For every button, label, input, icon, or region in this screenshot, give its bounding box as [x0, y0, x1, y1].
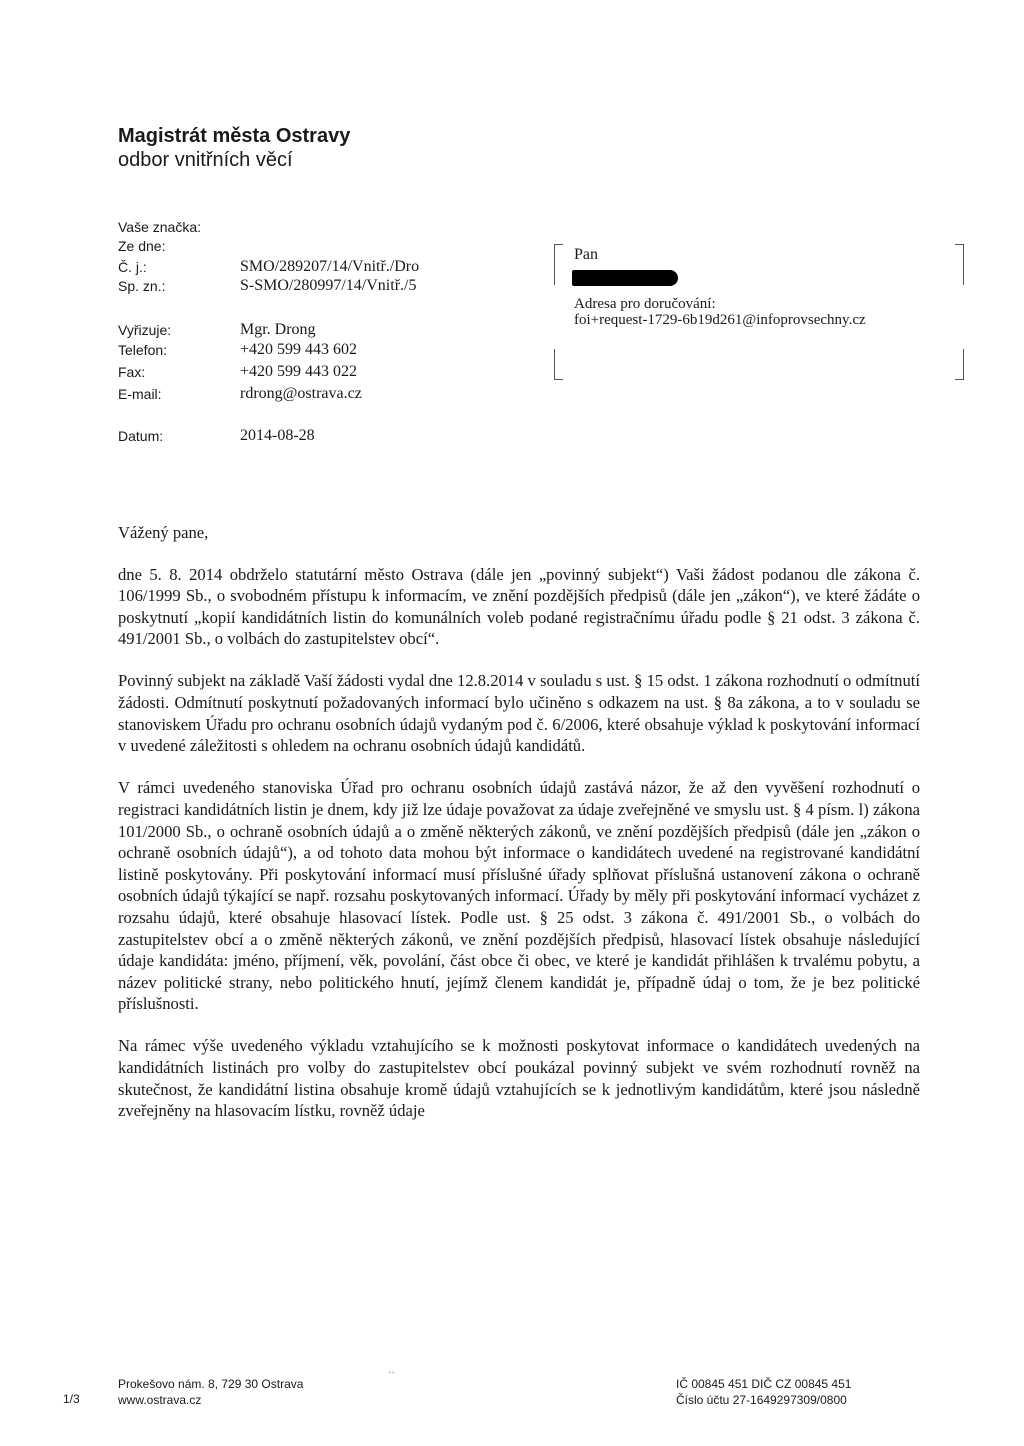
paragraph-1: dne 5. 8. 2014 obdrželo statutární město Ostrava (dále jen „povinný subjekt“) Vaši žádost podanou dle zákona č. 106/1999 Sb., o svobodném přístupu k informacím, ve znění pozdějších předpisů (dále jen „zákon“), ve které žádáte o poskytnutí „kopií kandidátních listin do komunálních voleb podané registračnímu úřadu podle § 21 odst. 3 zákona č. 491/2001 Sb., o volbách do zastupitelstev obcí“.: [118, 564, 920, 649]
email-label: E-mail:: [118, 386, 162, 402]
vyrizuje-value: Mgr. Drong: [240, 321, 316, 338]
footer-ico-dic: IČ 00845 451 DIČ CZ 00845 451: [676, 1377, 852, 1391]
vase-znacka-label: Vaše značka:: [118, 219, 202, 235]
redaction-mark: [572, 270, 678, 286]
bracket-top-left: [554, 244, 563, 285]
cj-value: SMO/289207/14/Vnitř./Dro: [240, 258, 420, 275]
vyrizuje-label: Vyřizuje:: [118, 322, 172, 338]
letter-body: [118, 522, 920, 1142]
spzn-value: S-SMO/280997/14/Vnitř./5: [240, 277, 417, 294]
datum-label: Datum:: [118, 428, 164, 444]
footer-account: Číslo účtu 27-1649297309/0800: [676, 1393, 847, 1407]
fax-value: +420 599 443 022: [240, 363, 358, 380]
address-email: foi+request-1729-6b19d261@infoprovsechny.cz: [574, 312, 866, 328]
scan-mark: ··: [388, 1368, 395, 1379]
fax-label: Fax:: [118, 364, 146, 380]
footer-contact: [118, 1376, 303, 1408]
paragraph-4: Na rámec výše uvedeného výkladu vztahujícího se k možnosti poskytovat informace o kandidátech uvedených na kandidátních listinách pro volby do zastupitelstev obcí poukázal povinný subjekt ve svém rozhodnutí rovněž na skutečnost, že kandidátní listina obsahuje kromě údajů vztahujících se k jednotlivým kandidátům, které jsou následně zveřejněny na hlasovacím lístku, rovněž údaje: [118, 1036, 920, 1121]
datum-value: 2014-08-28: [240, 427, 315, 444]
bracket-bottom-left: [554, 349, 563, 380]
address-label: Adresa pro doručování:: [574, 296, 716, 312]
paragraph-3: V rámci uvedeného stanoviska Úřad pro ochranu osobních údajů zastává názor, že až den vyvěšení rozhodnutí o registraci kandidátních listin je dnem, kdy již lze údaje považovat za údaje zveřejněné ve smyslu ust. § 4 písm. l) zákona 101/2000 Sb., o ochraně osobních údajů a o změně některých zákonů, ve znění pozdějších předpisů (dále jen „zákon o ochraně osobních údajů“), a od tohoto data mohou být informace o kandidátech uvedené na registrované kandidátní listině poskytovány. Při poskytování informací musí příslušné úřady splňovat příslušná ustanovení zákona o ochraně osobních údajů týkající se např. rozsahu poskytovaných informací. Úřady by měly při poskytování informací vycházet z rozsahu údajů, které obsahuje hlasovací lístek. Podle ust. § 25 odst. 3 zákona č. 491/2001 Sb., o volbách do zastupitelstev obcí a o změně některých zákonů, ve znění pozdějších předpisů, hlasovací lístek obsahuje následující údaje kandidáta: jméno, příjmení, věk, povolání, část obce či obec, ve které je kandidát přihlášen k trvalému pobytu, a název politické strany, nebo politického hnutí, jejímž členem kandidát je, případně údaj o tom, že je bez politické příslušnosti.: [118, 778, 920, 1014]
email-value: rdrong@ostrava.cz: [240, 385, 362, 402]
footer-address: Prokešovo nám. 8, 729 30 Ostrava: [118, 1377, 304, 1391]
organization-name: Magistrát města Ostravy: [118, 125, 351, 147]
bracket-bottom-right: [955, 349, 964, 380]
recipient-title: Pan: [574, 246, 598, 263]
footer-ids: [676, 1376, 851, 1408]
recipient-address-block: [554, 240, 964, 380]
footer-web: www.ostrava.cz: [118, 1393, 202, 1407]
telefon-label: Telefon:: [118, 342, 168, 358]
page-number: 1/3: [63, 1392, 80, 1406]
ze-dne-label: Ze dne:: [118, 238, 166, 254]
paragraph-2: Povinný subjekt na základě Vaší žádosti vydal dne 12.8.2014 v souladu s ust. § 15 odst. 1 zákona rozhodnutí o odmítnutí žádosti. Odmítnutí poskytnutí požadovaných informací bylo učiněno s odkazem na ust. § 8a zákona, a to v souladu se stanoviskem Úřadu pro ochranu osobních údajů vydaným pod č. 6/2006, které obsahuje výklad k poskytování informací v uvedené záležitosti s ohledem na ochranu osobních údajů kandidátů.: [118, 671, 920, 756]
letterhead: [118, 124, 350, 172]
department-name: odbor vnitřních věcí: [118, 149, 293, 171]
telefon-value: +420 599 443 602: [240, 341, 358, 358]
cj-label: Č. j.:: [118, 259, 147, 275]
salutation: Vážený pane,: [118, 523, 209, 542]
spzn-label: Sp. zn.:: [118, 278, 166, 294]
bracket-top-right: [955, 244, 964, 285]
